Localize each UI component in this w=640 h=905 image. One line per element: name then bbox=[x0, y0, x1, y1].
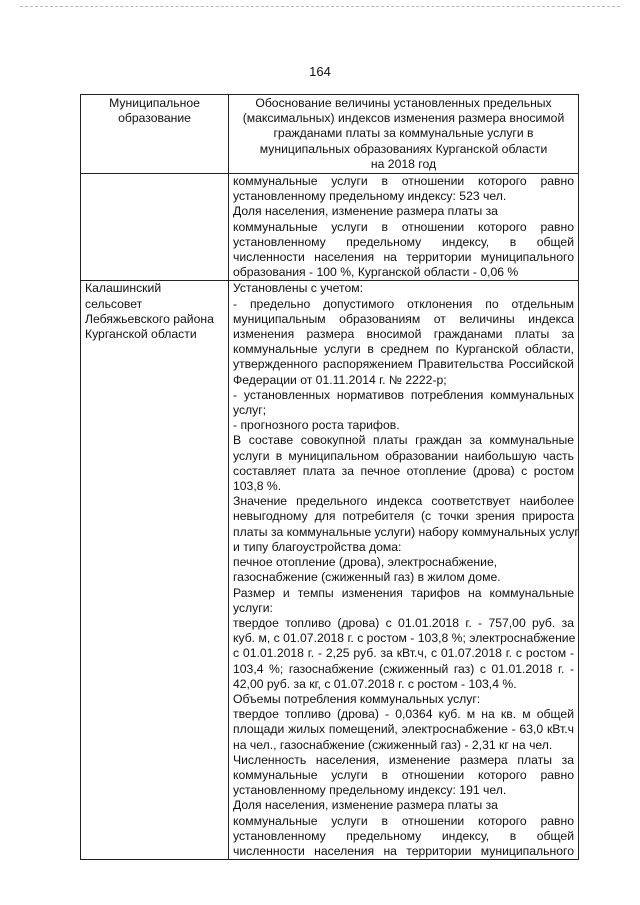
text-line: печное отопление (дрова), электроснабжение, bbox=[233, 555, 498, 570]
cell-municipality-empty bbox=[81, 174, 229, 281]
text-line: твердое топливо (дрова) с 01.01.2018 г. - 757,00 руб. за bbox=[233, 615, 574, 630]
text-line: установленному предельному индексу, в общей bbox=[233, 828, 574, 843]
text-line: образования - 100 %, Курганской области - 0,06 % bbox=[233, 265, 519, 280]
header-municipality bbox=[81, 95, 229, 174]
text-line: установленному предельному индексу, в общей bbox=[233, 234, 574, 249]
text-line: 42,00 руб. за кг, с 01.07.2018 г. с ростом - 103,4 %. bbox=[233, 676, 517, 691]
header-line: Обоснование величины установленных предельных bbox=[255, 96, 552, 110]
text-line: муниципальным образованиям от величины индекса bbox=[233, 311, 574, 326]
text-line: невыгодному для потребителя (с точки зрения прироста bbox=[233, 509, 574, 524]
text-line: - прогнозного роста тарифов. bbox=[233, 418, 400, 433]
text-line: Объемы потребления коммунальных услуг: bbox=[233, 691, 481, 706]
tariff-index-table bbox=[80, 94, 579, 860]
text-line: установленному предельному индексу: 191 чел. bbox=[233, 783, 507, 798]
text-line: численности населения на территории муниципального bbox=[233, 250, 574, 265]
municipality-line: сельсовет bbox=[85, 296, 143, 311]
text-line: установленному предельному индексу: 523 чел. bbox=[233, 189, 507, 204]
header-line: на 2018 год bbox=[370, 156, 437, 171]
text-line: Размер и темпы изменения тарифов на коммунальные bbox=[233, 585, 574, 600]
page-number: 164 bbox=[309, 64, 331, 79]
municipality-line: Калашинский bbox=[85, 281, 162, 296]
municipality-line: Курганской области bbox=[85, 327, 197, 342]
text-line: составляет плата за печное отопление (дрова) с ростом bbox=[233, 463, 574, 478]
municipality-line: Лебяжьевского района bbox=[85, 311, 214, 326]
text-line: платы за коммунальные услуги) набору коммунальных услуг bbox=[233, 524, 579, 539]
table-row-kalashinsky bbox=[81, 281, 579, 860]
cell-justification-continued bbox=[229, 174, 579, 281]
header-line: Муниципальное bbox=[109, 96, 200, 110]
text-line: - предельно допустимого отклонения по отдельным bbox=[233, 296, 574, 311]
cell-justification bbox=[229, 281, 579, 860]
text-line: площади жилых помещений, электроснабжение - 63,0 кВт.ч bbox=[233, 722, 574, 737]
scan-edge-artifact bbox=[20, 6, 620, 8]
text-line: коммунальные услуги в отношении которого равно bbox=[233, 219, 574, 234]
text-line: Доля населения, изменение размера платы за bbox=[233, 204, 498, 219]
table-header-row bbox=[81, 95, 579, 174]
text-line: 103,4 %; газоснабжение (сжиженный газ) с 01.01.2018 г. - bbox=[233, 661, 574, 676]
header-line: муниципальных образованиях Курганской области bbox=[259, 141, 548, 156]
text-line: коммунальные услуги в отношении которого равно bbox=[233, 767, 574, 782]
text-line: и типу благоустройства дома: bbox=[233, 539, 402, 554]
text-line: 103,8 %. bbox=[233, 479, 282, 494]
header-line: образование bbox=[118, 111, 191, 126]
text-line: Доля населения, изменение размера платы за bbox=[233, 798, 498, 813]
text-line: куб. м, с 01.07.2018 г. с ростом - 103,8 %; электроснабжение bbox=[233, 631, 576, 646]
text-line: твердое топливо (дрова) - 0,0364 куб. м на кв. м общей bbox=[233, 707, 574, 722]
header-justification bbox=[229, 95, 579, 174]
text-line: Численность населения, изменение размера платы за bbox=[233, 752, 574, 767]
text-line: В составе совокупной платы граждан за коммунальные bbox=[233, 433, 574, 448]
text-line: услуги: bbox=[233, 600, 273, 615]
text-line: Установлены с учетом: bbox=[233, 281, 363, 296]
text-line: коммунальные услуги в среднем по Курганской области, bbox=[233, 342, 574, 357]
text-line: на чел., газоснабжение (сжиженный газ) - 2,31 кг на чел. bbox=[233, 737, 553, 752]
text-line: изменения размера вносимой гражданами платы за bbox=[233, 327, 574, 342]
header-line: гражданами платы за коммунальные услуги в bbox=[273, 126, 534, 141]
text-line: утвержденного распоряжением Правительства Российской bbox=[233, 357, 574, 372]
cell-municipality bbox=[81, 281, 229, 860]
text-line: Значение предельного индекса соответствует наиболее bbox=[233, 494, 574, 509]
text-line: численности населения на территории муниципального bbox=[233, 843, 574, 858]
text-line: услуг; bbox=[233, 403, 267, 418]
text-line: - установленных нормативов потребления коммунальных bbox=[233, 387, 574, 402]
table-row-continued bbox=[81, 174, 579, 281]
text-line: Федерации от 01.11.2014 г. № 2222-р; bbox=[233, 372, 447, 387]
header-line: (максимальных) индексов изменения размера вносимой bbox=[242, 111, 565, 126]
text-line: газоснабжение (сжиженный газ) в жилом доме. bbox=[233, 570, 501, 585]
text-line: с 01.01.2018 г. - 2,25 руб. за кВт.ч, с 01.07.2018 г. с ростом - bbox=[233, 646, 574, 661]
text-line: коммунальные услуги в отношении которого равно bbox=[233, 813, 574, 828]
text-line: услуги в муниципальном образовании наибольшую часть bbox=[233, 448, 574, 463]
text-line: коммунальные услуги в отношении которого равно bbox=[233, 174, 574, 189]
